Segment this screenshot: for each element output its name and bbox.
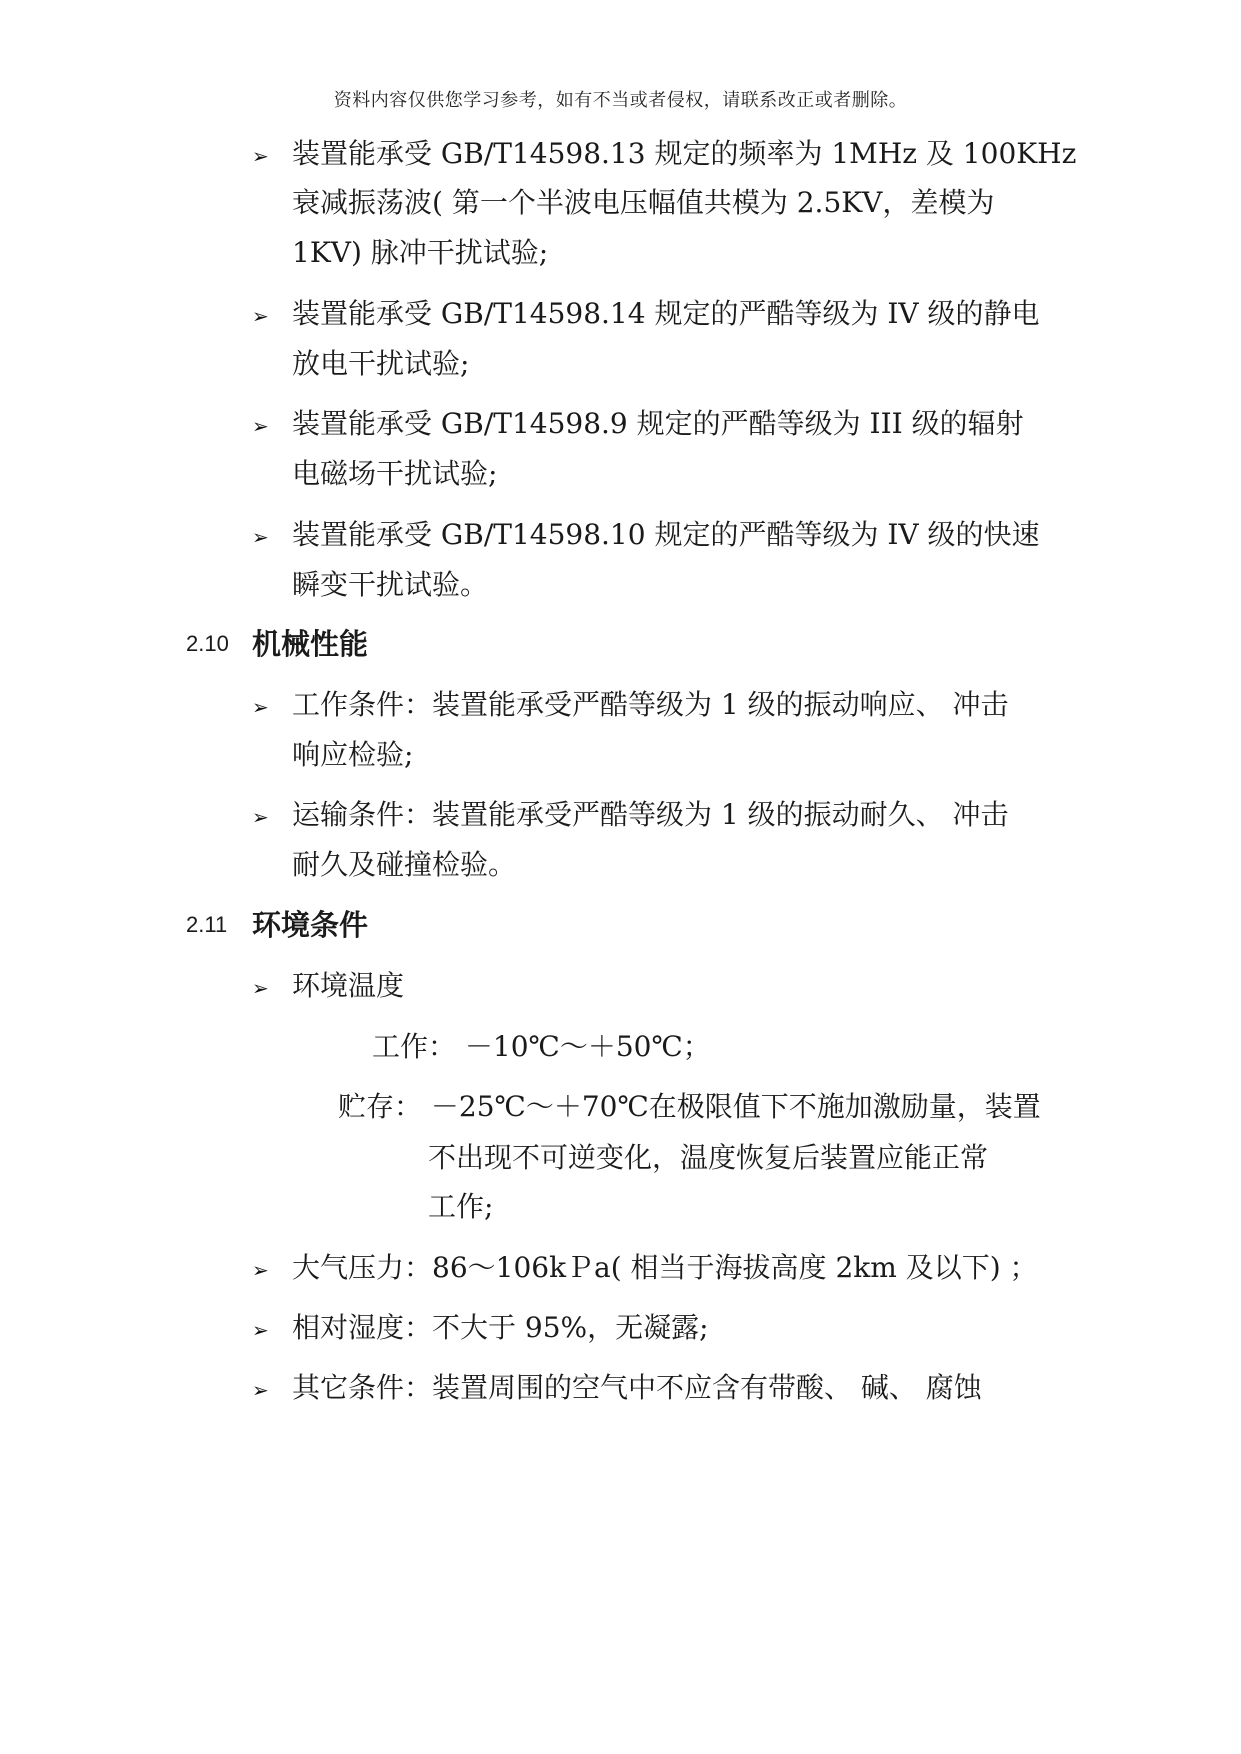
section-title: 机械性能 bbox=[252, 627, 369, 661]
bullet-icon: ➢ bbox=[252, 1258, 269, 1282]
section-title: 环境条件 bbox=[252, 908, 369, 942]
section-number: 2.11 bbox=[186, 912, 228, 937]
bullet-text-line: 衰减振荡波( 第一个半波电压幅值共模为 2.5KV，差模为 bbox=[292, 186, 995, 219]
work-temperature: 工作： －10℃～＋50℃； bbox=[372, 1030, 711, 1063]
bullet-icon: ➢ bbox=[252, 525, 269, 549]
bullet-text-line: 放电干扰试验; bbox=[292, 347, 470, 380]
bullet-text-line: 相对湿度：不大于 95%，无凝露; bbox=[292, 1311, 709, 1344]
bullet-text-line: 装置能承受 GB/T14598.10 规定的严酷等级为 IV 级的快速 bbox=[292, 518, 1040, 551]
temperature-label: 环境温度 bbox=[292, 969, 405, 1002]
bullet-text-line: 装置能承受 GB/T14598.9 规定的严酷等级为 III 级的辐射 bbox=[292, 407, 1024, 440]
bullet-icon: ➢ bbox=[252, 144, 269, 168]
bullet-text-line: 瞬变干扰试验。 bbox=[292, 568, 489, 601]
bullet-text-line: 大气压力：86～106kＰa( 相当于海拔高度 2km 及以下) ； bbox=[292, 1251, 1038, 1284]
bullet-text-line: 电磁场干扰试验; bbox=[292, 457, 498, 490]
storage-temperature-line: 工作; bbox=[428, 1190, 494, 1223]
bullet-text-line: 装置能承受 GB/T14598.14 规定的严酷等级为 IV 级的静电 bbox=[292, 297, 1040, 330]
bullet-text-line: 运输条件：装置能承受严酷等级为 1 级的振动耐久、 冲击 bbox=[292, 798, 1009, 831]
bullet-text-line: 工作条件：装置能承受严酷等级为 1 级的振动响应、 冲击 bbox=[292, 688, 1009, 721]
storage-temperature-line: 贮存： －25℃～＋70℃在极限值下不施加激励量，装置 bbox=[338, 1090, 1041, 1123]
bullet-icon: ➢ bbox=[252, 976, 269, 1000]
bullet-icon: ➢ bbox=[252, 414, 269, 438]
bullet-text-line: 响应检验; bbox=[292, 738, 414, 771]
bullet-icon: ➢ bbox=[252, 1378, 269, 1402]
bullet-icon: ➢ bbox=[252, 695, 269, 719]
header-disclaimer: 资料内容仅供您学习参考，如有不当或者侵权，请联系改正或者删除。 bbox=[333, 90, 908, 111]
bullet-text-line: 1KV) 脉冲干扰试验; bbox=[292, 236, 549, 269]
storage-temperature-line: 不出现不可逆变化，温度恢复后装置应能正常 bbox=[428, 1141, 989, 1174]
bullet-icon: ➢ bbox=[252, 805, 269, 829]
bullet-text-line: 耐久及碰撞检验。 bbox=[292, 848, 517, 881]
bullet-icon: ➢ bbox=[252, 304, 269, 328]
bullet-text-line: 装置能承受 GB/T14598.13 规定的频率为 1MHz 及 100KHz bbox=[292, 137, 1077, 170]
bullet-icon: ➢ bbox=[252, 1318, 269, 1342]
bullet-text-line: 其它条件：装置周围的空气中不应含有带酸、 碱、 腐蚀 bbox=[292, 1371, 982, 1404]
section-number: 2.10 bbox=[186, 631, 229, 656]
